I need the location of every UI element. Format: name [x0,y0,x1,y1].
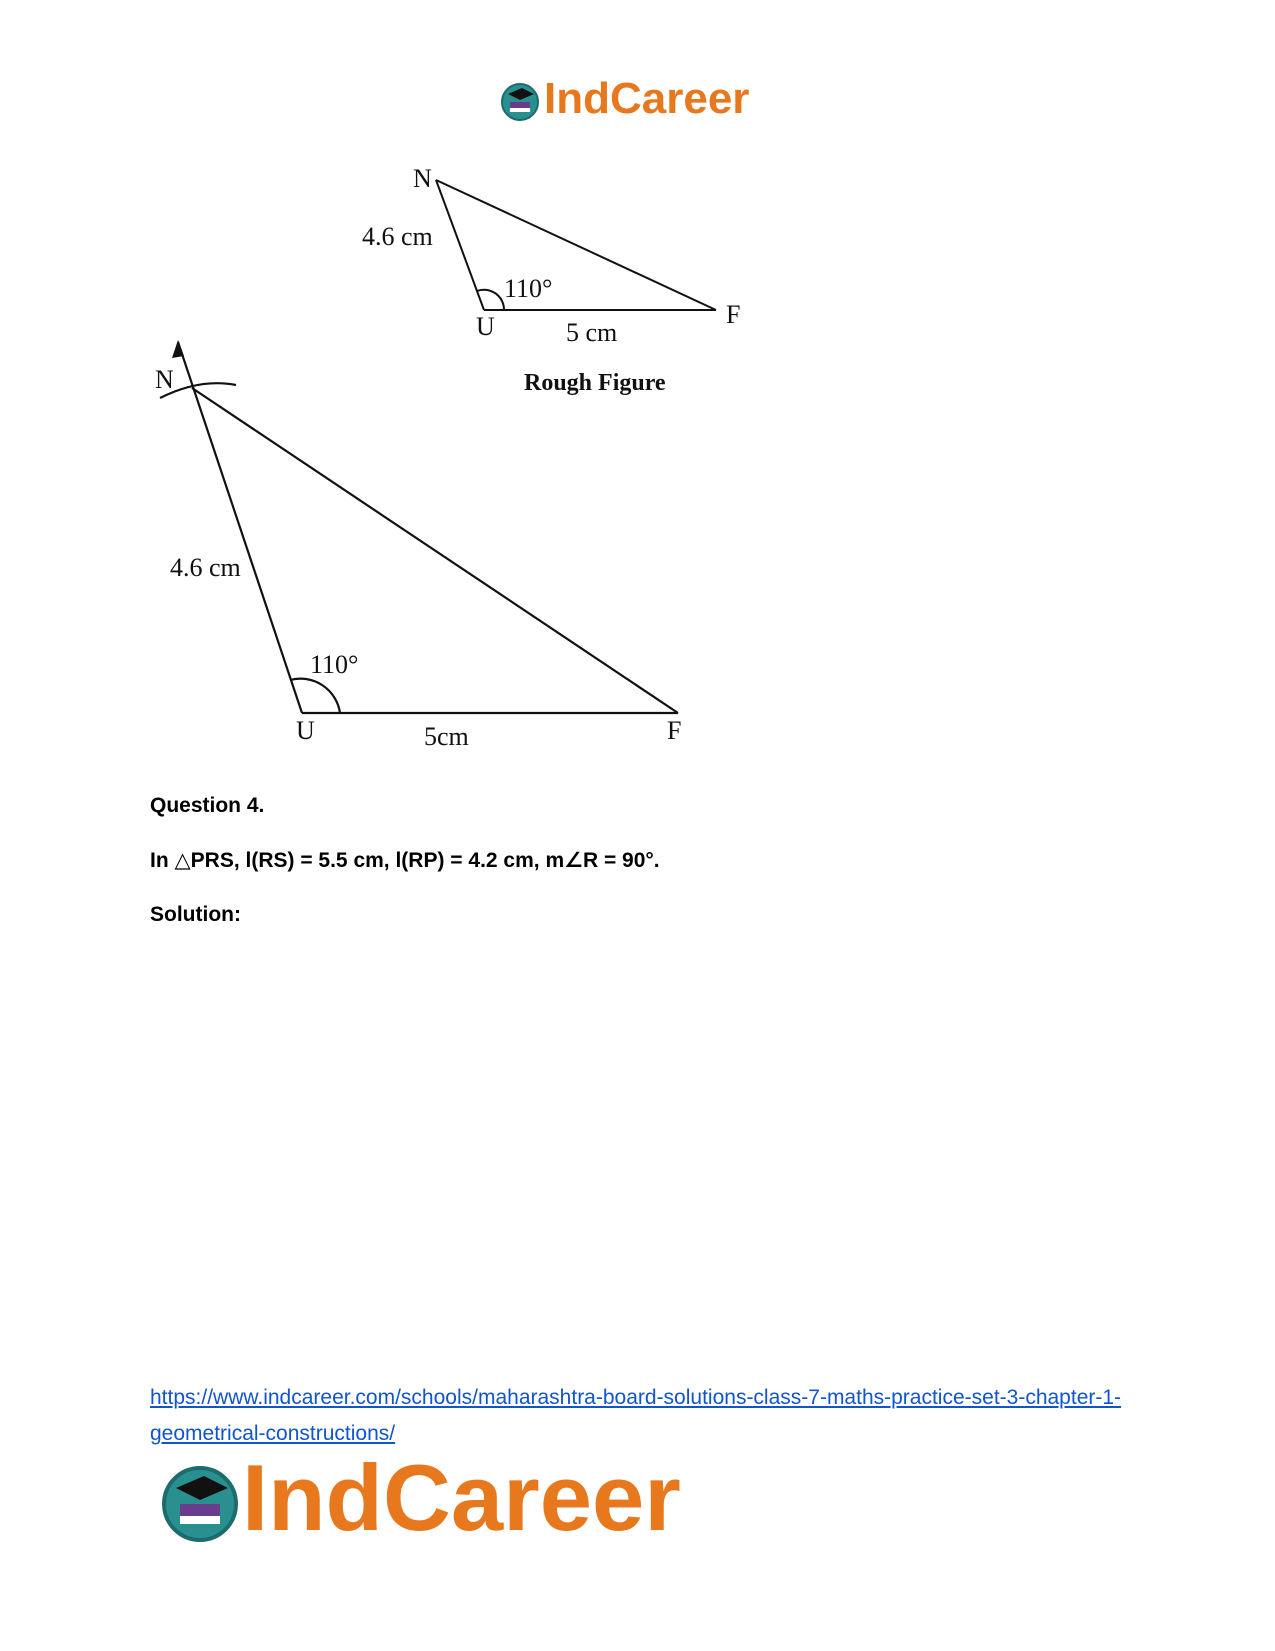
solution-label: Solution: [150,903,241,926]
constructed-triangle [160,342,678,713]
footer-logo[interactable] [160,1445,720,1558]
rough-figure-caption: Rough Figure [524,370,666,396]
rough-side-nu: 4.6 cm [362,222,433,251]
logo-text: IndCareer [242,1445,681,1550]
source-link[interactable]: https://www.indcareer.com/schools/maharashtra-board-solutions-class-7-maths-practice-set-3-chapter-1-geometrical-constructions/ [150,1386,1122,1445]
constructed-angle-u: 110° [310,650,359,679]
question-text: In △PRS, l(RS) = 5.5 cm, l(RP) = 4.2 cm, m∠R = 90°. [150,849,660,872]
rough-angle-u: 110° [504,274,553,303]
rough-vertex-u: U [476,312,495,341]
question-title: Question 4. [150,794,265,817]
constructed-vertex-u: U [296,716,315,745]
graduation-globe-icon [160,1464,240,1544]
rough-side-uf: 5 cm [566,318,618,347]
rough-vertex-n: N [413,164,432,193]
rough-triangle [436,180,716,310]
constructed-side-uf: 5cm [424,722,469,751]
constructed-vertex-n: N [155,365,174,394]
constructed-side-nu: 4.6 cm [170,553,241,582]
rough-vertex-f: F [726,300,741,329]
constructed-vertex-f: F [667,716,682,745]
ray-arrowhead [172,340,184,358]
triangle-figures [0,0,1275,780]
constructed-angle-arc [290,679,340,713]
logo-text: IndCareer [544,74,750,123]
